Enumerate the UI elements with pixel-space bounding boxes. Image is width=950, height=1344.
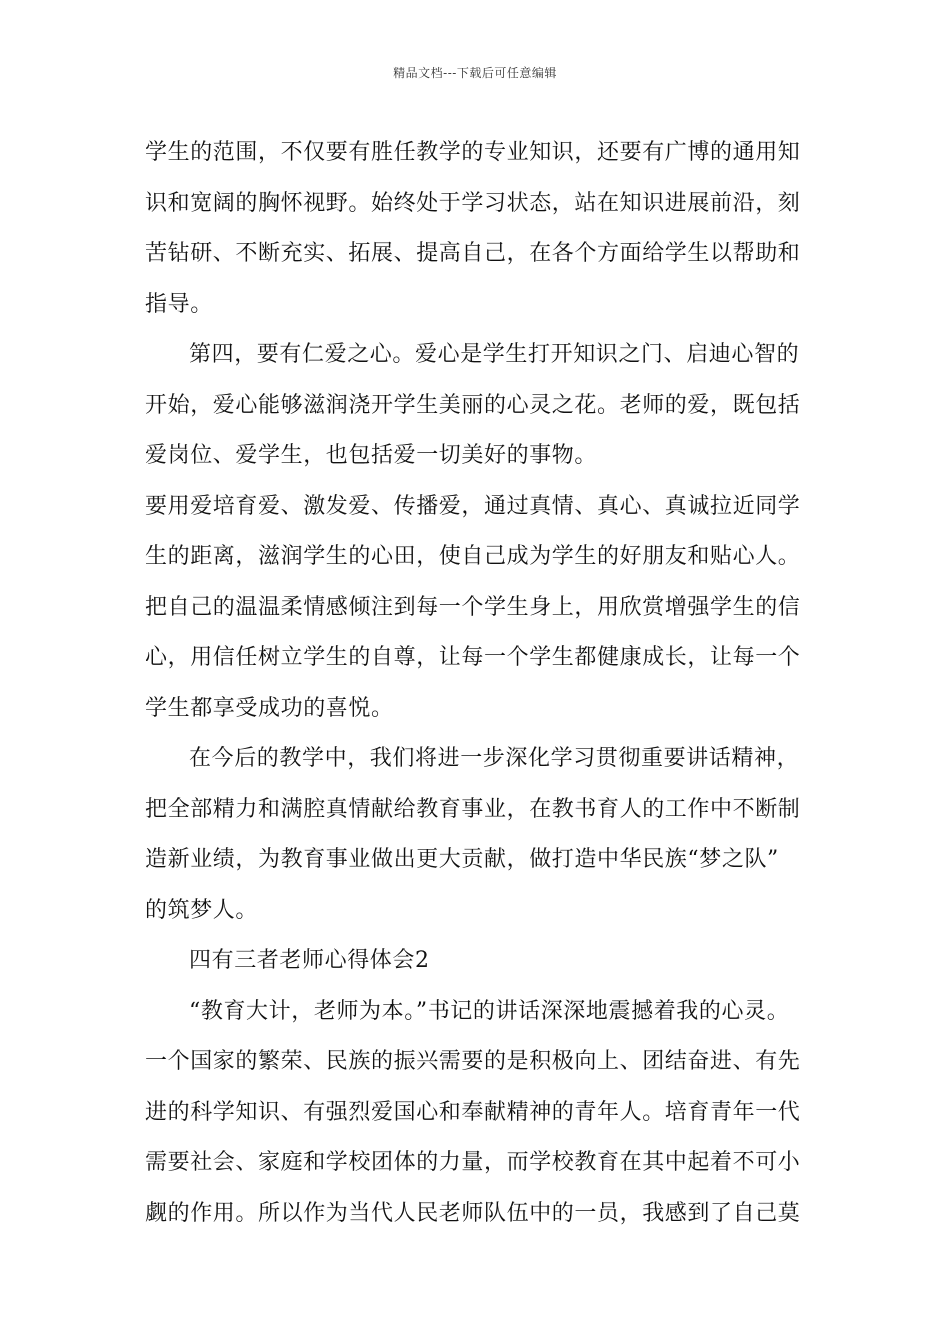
document-body bbox=[145, 128, 825, 1239]
text-line: 需要社会、家庭和学校团体的力量，而学校教育在其中起着不可小 bbox=[145, 1150, 801, 1175]
text-line: 要用爱培育爱、激发爱、传播爱，通过真情、真心、真诚拉近同学 bbox=[145, 493, 801, 519]
text-line: 开始，爱心能够滋润浇开学生美丽的心灵之花。老师的爱，既包括 bbox=[145, 392, 801, 418]
text-line: “教育大计，老师为本。”书记的讲话深深地震撼着我的心灵。 bbox=[189, 998, 790, 1024]
text-line: 第四，要有仁爱之心。爱心是学生打开知识之门、启迪心智的 bbox=[189, 342, 800, 367]
text-line: 造新业绩，为教育事业做出更大贡献，做打造中华民族“梦之队” bbox=[145, 847, 779, 872]
text-line: 爱岗位、爱学生，也包括爱一切美好的事物。 bbox=[145, 443, 598, 468]
text-line: 识和宽阔的胸怀视野。始终处于学习状态，站在知识进展前沿，刻 bbox=[145, 190, 801, 216]
section-heading: 四有三者老师心得体会2 bbox=[189, 948, 430, 973]
text-line: 生的距离，滋润学生的心田，使自己成为学生的好朋友和贴心人。 bbox=[145, 544, 801, 569]
text-line: 苦钻研、不断充实、拓展、提高自己，在各个方面给学生以帮助和 bbox=[145, 241, 801, 266]
text-line: 进的科学知识、有强烈爱国心和奉献精神的青年人。培育青年一代 bbox=[145, 1099, 801, 1125]
text-line: 的筑梦人。 bbox=[145, 897, 259, 923]
page-header: 精品文档---下载后可任意编辑 bbox=[393, 66, 557, 80]
text-line: 把自己的温温柔情感倾注到每一个学生身上，用欣赏增强学生的信 bbox=[145, 594, 801, 620]
text-line: 学生的范围，不仅要有胜任教学的专业知识，还要有广博的通用知 bbox=[145, 140, 801, 165]
text-line: 一个国家的繁荣、民族的振兴需要的是积极向上、团结奋进、有先 bbox=[145, 1049, 801, 1074]
text-line: 把全部精力和满腔真情献给教育事业，在教书育人的工作中不断制 bbox=[145, 796, 801, 822]
text-line: 指导。 bbox=[145, 291, 213, 317]
text-line: 在今后的教学中，我们将进一步深化学习贯彻重要讲话精神， bbox=[189, 746, 800, 771]
text-line: 觑的作用。所以作为当代人民老师队伍中的一员，我感到了自己莫 bbox=[145, 1200, 801, 1226]
text-line: 心，用信任树立学生的自尊，让每一个学生都健康成长，让每一个 bbox=[145, 645, 801, 670]
text-line: 学生都享受成功的喜悦。 bbox=[145, 695, 394, 721]
